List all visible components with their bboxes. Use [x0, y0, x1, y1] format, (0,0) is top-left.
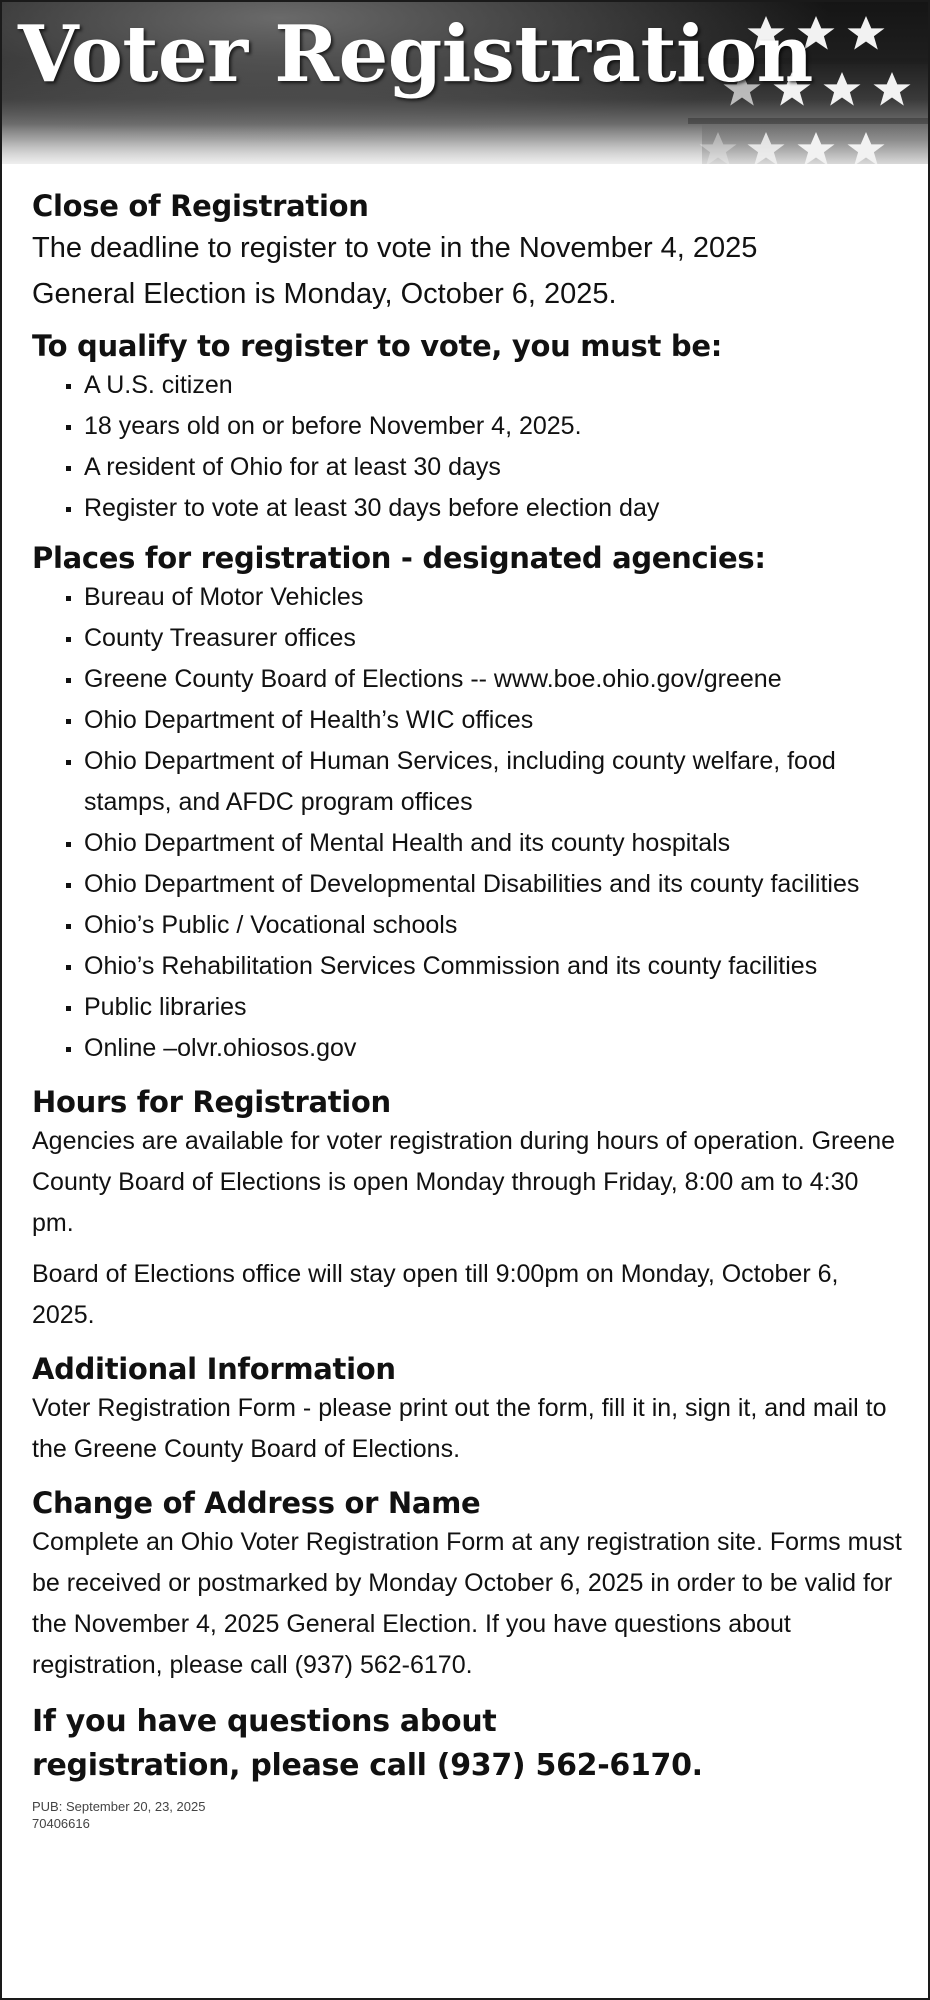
- notice-content: [32, 187, 902, 1832]
- list-item: Ohio Department of Human Services, including county welfare, food stamps, and AFDC program offices: [64, 741, 902, 823]
- list-item: 18 years old on or before November 4, 2025.: [64, 406, 902, 447]
- list-item: Greene County Board of Elections -- www.boe.ohio.gov/greene: [64, 659, 902, 700]
- deadline-line-2: General Election is Monday, October 6, 2025.: [32, 278, 617, 310]
- list-item: Public libraries: [64, 987, 902, 1028]
- change-address-paragraph: Complete an Ohio Voter Registration Form at any registration site. Forms must be received or postmarked by Monday October 6, 2025 in order to be valid for the November 4, 2025 General Election. If you have questions about registration, please call (937) 562-6170.: [32, 1528, 902, 1679]
- publication-dates: PUB: September 20, 23, 2025: [32, 1799, 206, 1814]
- hours-paragraph: Agencies are available for voter registration during hours of operation. Greene County Board of Elections is open Monday through Friday, 8:00 am to 4:30 pm.: [32, 1127, 896, 1237]
- list-item: Register to vote at least 30 days before election day: [64, 488, 902, 529]
- list-item: Ohio Department of Health’s WIC offices: [64, 700, 902, 741]
- additional-info-paragraph: Voter Registration Form - please print out the form, fill it in, sign it, and mail to the Greene County Board of Elections.: [32, 1394, 887, 1463]
- banner-fade: [2, 124, 702, 164]
- ad-number: 70406616: [32, 1816, 90, 1831]
- list-item: Ohio Department of Developmental Disabilities and its county facilities: [64, 864, 902, 905]
- extended-hours-paragraph: Board of Elections office will stay open till 9:00pm on Monday, October 6, 2025.: [32, 1260, 839, 1329]
- list-item: Bureau of Motor Vehicles: [64, 577, 902, 618]
- list-item: Ohio’s Public / Vocational schools: [64, 905, 902, 946]
- banner-title: Voter Registration: [18, 9, 813, 100]
- list-item: A U.S. citizen: [64, 365, 902, 406]
- header-banner: [2, 2, 928, 164]
- places-list: [32, 577, 902, 1069]
- change-address-heading: Change of Address or Name: [32, 1486, 481, 1520]
- list-item: Ohio Department of Mental Health and its county hospitals: [64, 823, 902, 864]
- list-item: Online –olvr.ohiosos.gov: [64, 1028, 902, 1069]
- closing-line-2: registration, please call (937) 562-6170.: [32, 1748, 703, 1783]
- places-heading: Places for registration - designated agencies:: [32, 541, 766, 575]
- additional-info-heading: Additional Information: [32, 1352, 396, 1386]
- list-item: A resident of Ohio for at least 30 days: [64, 447, 902, 488]
- closing-line-1: If you have questions about: [32, 1704, 497, 1739]
- qualify-list: [32, 365, 902, 529]
- deadline-line-1: The deadline to register to vote in the November 4, 2025: [32, 232, 758, 264]
- list-item: Ohio’s Rehabilitation Services Commission and its county facilities: [64, 946, 902, 987]
- qualify-heading: To qualify to register to vote, you must be:: [32, 329, 722, 363]
- hours-heading: Hours for Registration: [32, 1085, 391, 1119]
- close-of-registration-heading: Close of Registration: [32, 189, 369, 223]
- list-item: County Treasurer offices: [64, 618, 902, 659]
